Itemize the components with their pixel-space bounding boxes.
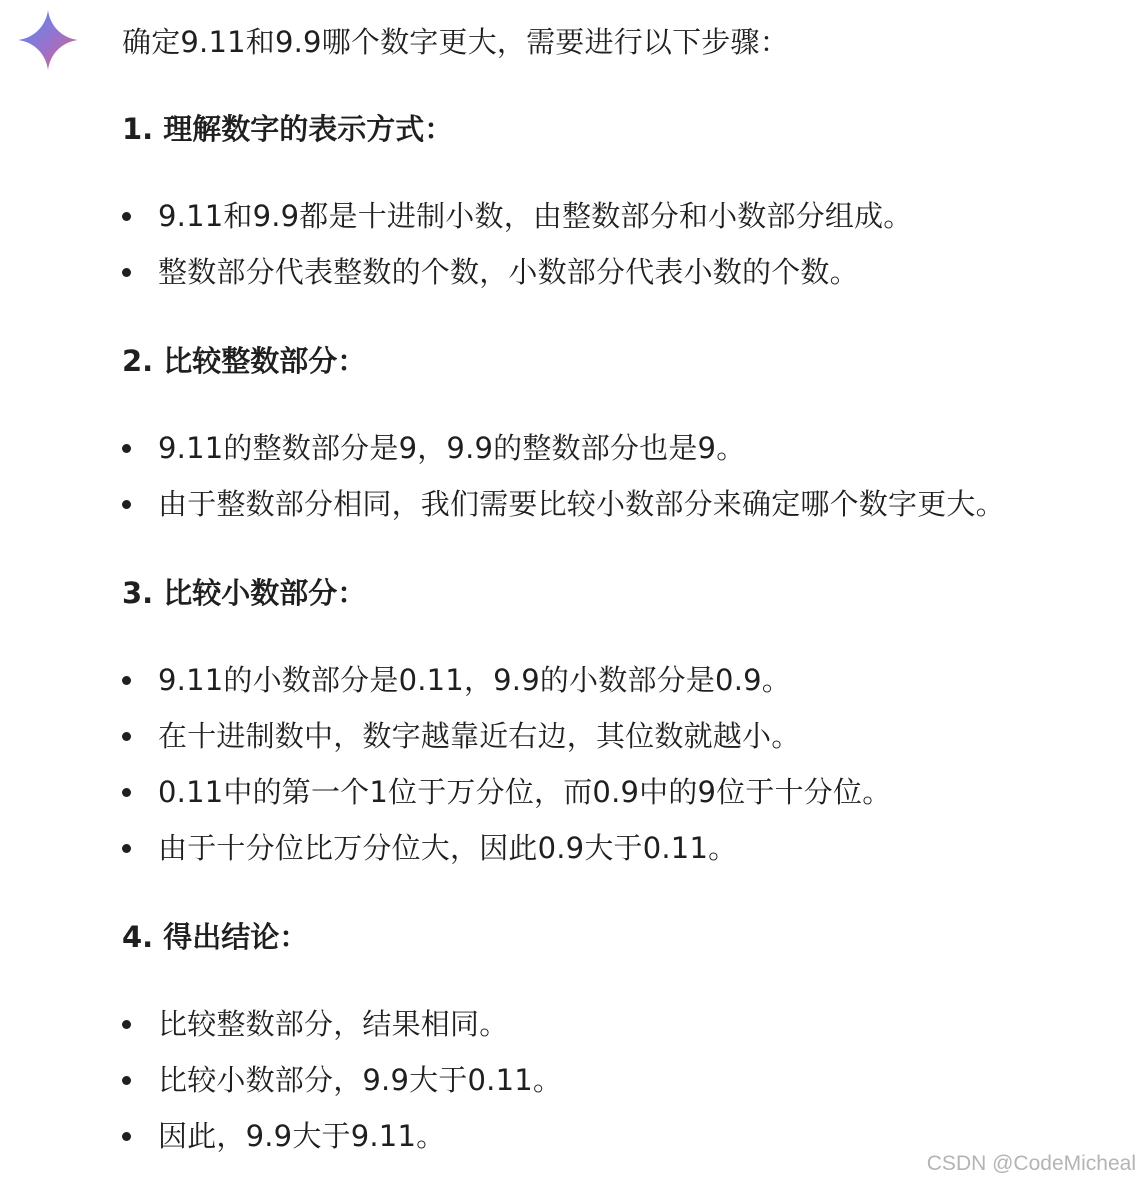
section-heading-1: 1. 理解数字的表示方式： — [122, 112, 454, 146]
bullet-dot — [122, 1076, 131, 1085]
section-heading-2: 2. 比较整数部分： — [122, 344, 367, 378]
bullet-dot — [122, 268, 131, 277]
bullet-dot — [122, 732, 131, 741]
bullet-dot — [122, 1132, 131, 1141]
gemini-sparkle-icon — [18, 10, 78, 70]
bullet-dot — [122, 444, 131, 453]
watermark: CSDN @CodeMicheal — [926, 1152, 1136, 1175]
section-heading-4: 4. 得出结论： — [122, 920, 309, 954]
bullet-dot — [122, 500, 131, 509]
bullet-dot — [122, 676, 131, 685]
bullet-dot — [122, 844, 131, 853]
section-heading-3: 3. 比较小数部分： — [122, 576, 367, 610]
bullet-dot — [122, 788, 131, 797]
bullet-dot — [122, 1020, 131, 1029]
bullet-dot — [122, 212, 131, 221]
response-intro: 确定9.11和9.9哪个数字更大，需要进行以下步骤： — [122, 25, 789, 59]
